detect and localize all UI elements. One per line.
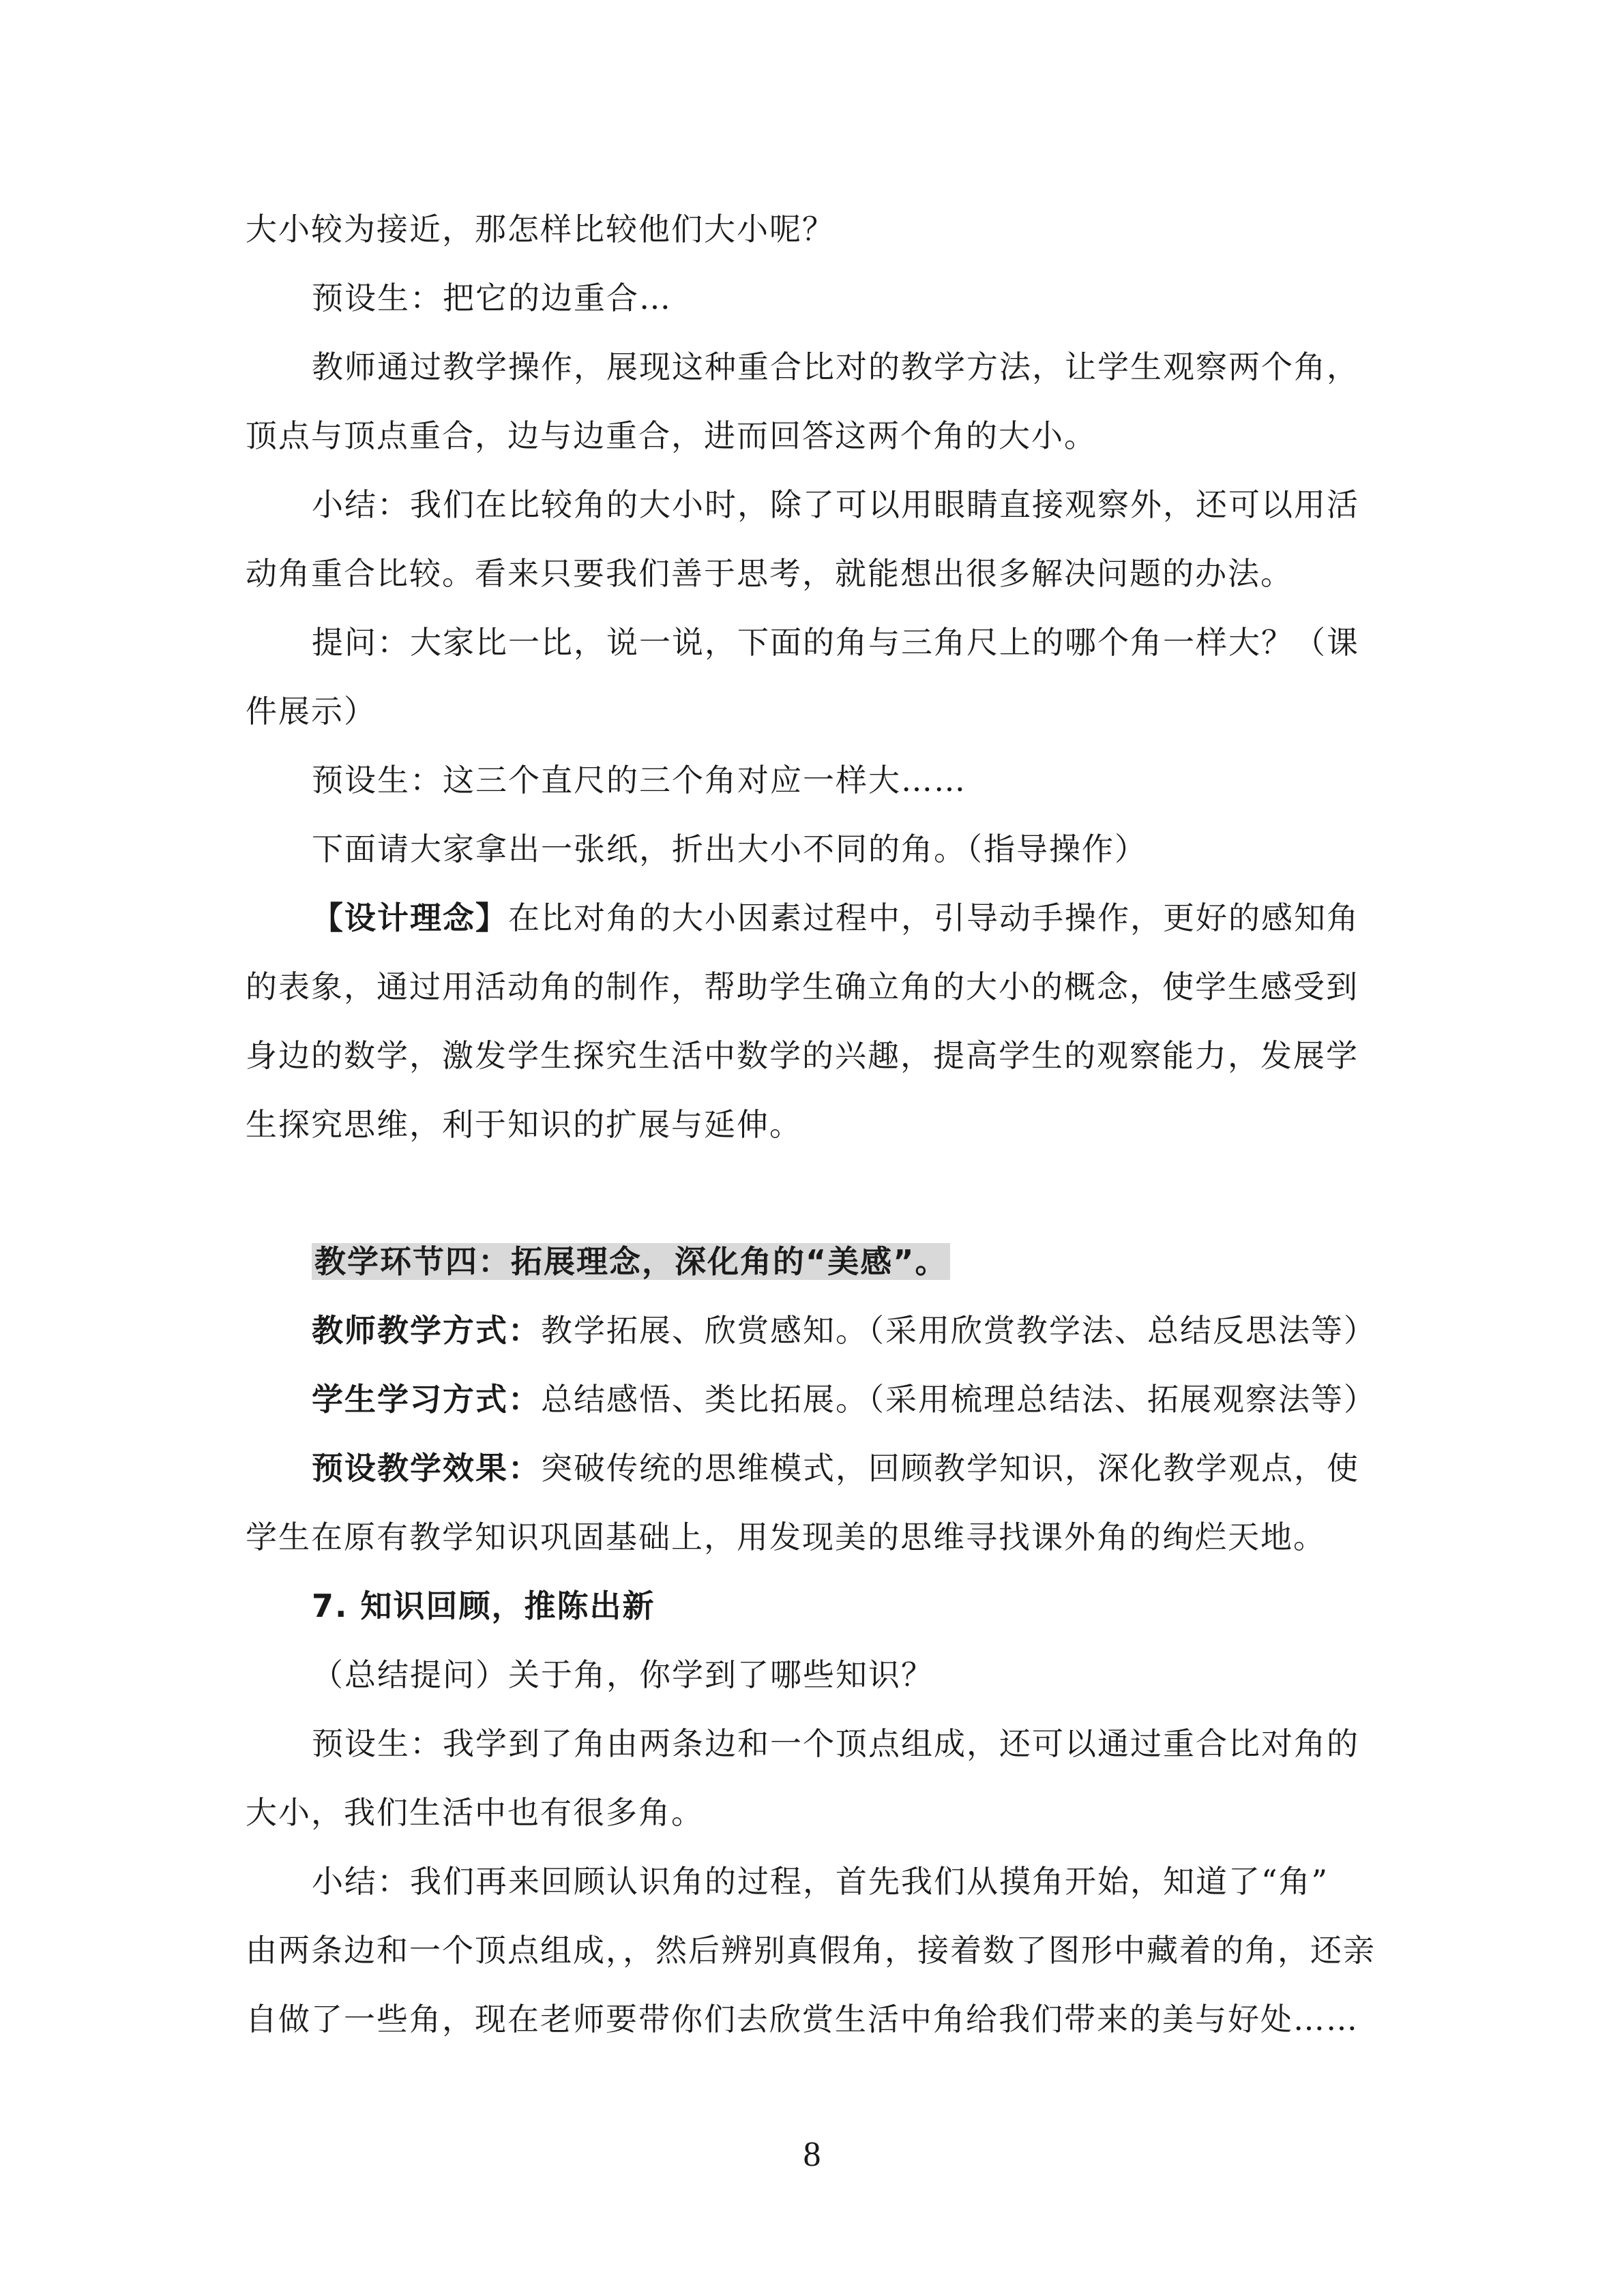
expected-effect-label: 预设教学效果： bbox=[312, 1450, 541, 1487]
paragraph-line bbox=[312, 760, 966, 801]
text: 自做了一些角，现在老师要带你们去欣赏生活中角给我们带来的美与好处…… bbox=[246, 2001, 1359, 2038]
paragraph-line bbox=[246, 209, 835, 250]
section-heading-text: 教学环节四：拓展理念，深化角的“美感”。 bbox=[312, 1243, 950, 1280]
text: 的表象，通过用活动角的制作，帮助学生确立角的大小的概念，使学生感受到 bbox=[246, 968, 1359, 1005]
paragraph-line bbox=[246, 1999, 1359, 2040]
paragraph-line bbox=[312, 622, 1359, 663]
paragraph-line bbox=[312, 1861, 1329, 1902]
paragraph-line bbox=[246, 1517, 1326, 1557]
student-method-label: 学生学习方式： bbox=[312, 1381, 541, 1418]
text: 件展示） bbox=[246, 693, 377, 730]
text: 顶点与顶点重合，边与边重合，进而回答这两个角的大小。 bbox=[246, 417, 1097, 454]
paragraph-line bbox=[246, 553, 1293, 594]
subsection-heading bbox=[312, 1585, 655, 1626]
text: 下面请大家拿出一张纸，折出大小不同的角。（指导操作） bbox=[312, 831, 1147, 867]
paragraph-line bbox=[312, 829, 1147, 869]
section-heading bbox=[312, 1241, 950, 1282]
text: 小结：我们在比较角的大小时，除了可以用眼睛直接观察外，还可以用活 bbox=[312, 486, 1359, 523]
paragraph-line bbox=[312, 484, 1359, 525]
text: 由两条边和一个顶点组成，，然后辨别真假角，接着数了图形中藏着的角，还亲 bbox=[246, 1932, 1376, 1969]
paragraph-line bbox=[246, 1792, 704, 1833]
text: 教师通过教学操作，展现这种重合比对的教学方法，让学生观察两个角， bbox=[312, 348, 1359, 385]
text: 在比对角的大小因素过程中，引导动手操作，更好的感知角 bbox=[508, 899, 1359, 936]
paragraph-line bbox=[246, 1930, 1376, 1971]
teacher-method-label: 教师教学方式： bbox=[312, 1312, 541, 1349]
text: 大小，我们生活中也有很多角。 bbox=[246, 1794, 704, 1831]
text: 教学拓展、欣赏感知。（采用欣赏教学法、总结反思法等） bbox=[541, 1312, 1376, 1349]
text: 身边的数学，激发学生探究生活中数学的兴趣，提高学生的观察能力，发展学 bbox=[246, 1037, 1359, 1074]
paragraph-line bbox=[246, 1104, 802, 1145]
paragraph-line bbox=[246, 1035, 1359, 1076]
text: 小结：我们再来回顾认识角的过程，首先我们从摸角开始，知道了“角” bbox=[312, 1863, 1329, 1900]
design-concept-label: 【设计理念】 bbox=[312, 899, 508, 936]
page-number: 8 bbox=[803, 2135, 821, 2174]
paragraph-line bbox=[246, 966, 1359, 1007]
text: 突破传统的思维模式，回顾教学知识，深化教学观点，使 bbox=[541, 1450, 1359, 1487]
paragraph-line bbox=[246, 691, 377, 732]
subsection-heading-text: 7. 知识回顾，推陈出新 bbox=[312, 1587, 655, 1624]
text: 提问：大家比一比，说一说，下面的角与三角尺上的哪个角一样大？（课 bbox=[312, 624, 1359, 661]
text: 总结感悟、类比拓展。（采用梳理总结法、拓展观察法等） bbox=[541, 1381, 1376, 1418]
text: 动角重合比较。看来只要我们善于思考，就能想出很多解决问题的办法。 bbox=[246, 555, 1293, 592]
paragraph-line bbox=[312, 1654, 934, 1695]
text: （总结提问）关于角，你学到了哪些知识？ bbox=[312, 1656, 934, 1693]
paragraph-line bbox=[312, 346, 1359, 387]
paragraph-line bbox=[246, 415, 1097, 456]
text: 学生在原有教学知识巩固基础上，用发现美的思维寻找课外角的绚烂天地。 bbox=[246, 1519, 1326, 1555]
text: 预设生：这三个直尺的三个角对应一样大…… bbox=[312, 762, 966, 799]
paragraph-line bbox=[312, 278, 672, 318]
paragraph-line bbox=[312, 1448, 1359, 1489]
paragraph-line bbox=[312, 1723, 1359, 1764]
text: 预设生：把它的边重合… bbox=[312, 280, 672, 316]
paragraph-line bbox=[312, 1310, 1376, 1351]
text: 预设生：我学到了角由两条边和一个顶点组成，还可以通过重合比对角的 bbox=[312, 1725, 1359, 1762]
text: 生探究思维，利于知识的扩展与延伸。 bbox=[246, 1106, 802, 1143]
text: 大小较为接近，那怎样比较他们大小呢？ bbox=[246, 211, 835, 248]
paragraph-line bbox=[312, 1379, 1376, 1420]
paragraph-line bbox=[312, 897, 1359, 938]
